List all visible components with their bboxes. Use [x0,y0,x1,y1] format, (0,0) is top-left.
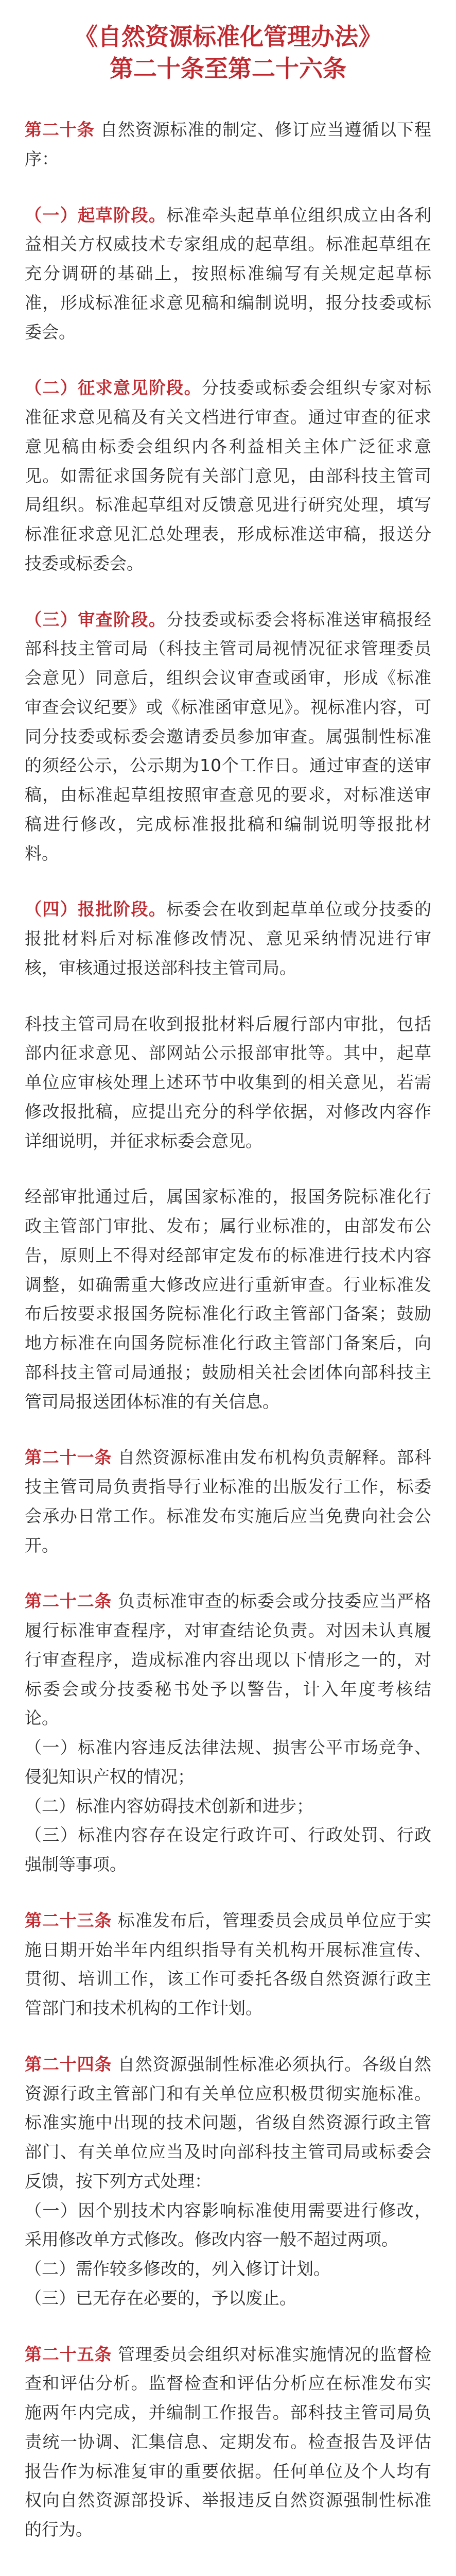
list-item: （一）标准内容违反法律法规、损害公平市场竞争、侵犯知识产权的情况； [25,1737,431,1787]
article-21-text: 自然资源标准由发布机构负责解释。部科技主管司局负责指导行业标准的出版发行工作，标委会承办日常工作。标准发布实施后应当免费向社会公开。 [25,1447,432,1555]
article-20-approval-paragraph: 科技主管司局在收到报批材料后履行部内审批，包括部内征求意见、部网站公示报部审批等。其中，起草单位应审核处理上述环节中收集到的相关意见，若需修改报批稿，应提出充分的科学依据，对修改内容作详细说明，并征求标委会意见。 [25,1013,431,1151]
list-item: （三）标准内容存在设定行政许可、行政处罚、行政强制等事项。 [25,1825,431,1875]
article-20-label: 第二十条 [25,120,95,140]
title-line-1: 《自然资源标准化管理办法》 [74,23,382,50]
article-content [25,115,431,2576]
stage-submission-lead: （四）报批阶段。 [25,899,167,920]
article-23 [25,1906,431,2023]
list-item: （三）已无存在必要的，予以废止。 [25,2287,296,2308]
article-22-text: 负责标准审查的标委会或分技委应当严格履行标准审查程序，对审查结论负责。对因未认真履行审查程序，造成标准内容出现以下情形之一的，对标委会或分技委秘书处予以警告，计入年度考核结论。 [25,1591,432,1728]
article-22-items [25,1733,431,1879]
article-25-text: 管理委员会组织对标准实施情况的监督检查和评估分析。监督检查和评估分析应在标准发布实施两年内完成，并编制工作报告。部科技主管司局负责统一协调、汇集信息、定期发布。检查报告及评估报告作为标准复审的重要依据。任何单位及个人均有权向自然资源部投诉、举报违反自然资源强制性标准的行为。 [25,2344,432,2540]
stage-comment [25,374,431,578]
list-item: （一）因个别技术内容影响标准使用需要进行修改，采用修改单方式修改。修改内容一般不超过两项。 [25,2200,431,2250]
article-25-label: 第二十五条 [25,2344,112,2364]
article-24-items [25,2196,431,2313]
stage-submission-text: 标委会在收到起草单位或分技委的报批材料后对标准修改情况、意见采纳情况进行审核，审核通过报送部科技主管司局。 [25,899,432,978]
stage-comment-lead: （二）征求意见阶段。 [25,378,202,398]
article-24-text: 自然资源强制性标准必须执行。各级自然资源行政主管部门和有关单位应积极贯彻实施标准。标准实施中出现的技术问题，省级自然资源行政主管部门、有关单位应当及时向部科技主管司局或标委会反馈，按下列方式处理： [25,2054,432,2191]
article-22-label: 第二十二条 [25,1591,112,1612]
article-22 [25,1587,431,1733]
article-20-intro [25,115,431,174]
article-24-label: 第二十四条 [25,2054,112,2074]
list-item: （二）需作较多修改的，列入修订计划。 [25,2259,330,2279]
article-21 [25,1443,431,1560]
stage-drafting-lead: （一）起草阶段。 [25,205,167,225]
list-item: （二）标准内容妨碍技术创新和进步； [25,1795,313,1816]
article-26 [25,2571,431,2576]
article-21-label: 第二十一条 [25,1447,112,1468]
stage-review-text: 分技委或标委会将标准送审稿报经部科技主管司局（科技主管司局视情况征求管理委员会意见）同意后，组织会议审查或函审，形成《标准审查会议纪要》或《标准函审意见》。视标准内容，可同分技委或标委会邀请委员参加审查。属强制性标准的须经公示，公示期为10个工作日。通过审查的送审稿，由标准起草组按照审查意见的要求，对标准送审稿进行修改，完成标准报批稿和编制说明等报批材料。 [25,609,432,863]
stage-drafting [25,201,431,347]
stage-drafting-text: 标准牵头起草单位组织成立由各利益相关方权威技术专家组成的起草组。标准起草组在充分调研的基础上，按照标准编写有关规定起草标准，形成标准征求意见稿和编制说明，报分技委或标委会。 [25,205,432,342]
stage-submission [25,895,431,982]
article-20-publication-paragraph: 经部审批通过后，属国家标准的，报国务院标准化行政主管部门审批、发布；属行业标准的，由部发布公告，原则上不得对经部审定发布的标准进行技术内容调整，如确需重大修改应进行重新审查。行业标准发布后按要求报国务院标准化行政主管部门备案；鼓励地方标准在向国务院标准化行政主管部门备案后，向部科技主管司局通报；鼓励相关社会团体向部科技主管司局报送团体标准的有关信息。 [25,1187,431,1412]
stage-review [25,605,431,869]
page-title [25,0,431,84]
article-23-label: 第二十三条 [25,1910,112,1930]
stage-comment-text: 分技委或标委会组织专家对标准征求意见稿及有关文档进行审查。通过审查的征求意见稿由标委会组织内各利益相关主体广泛征求意见。如需征求国务院有关部门意见，由部科技主管司局组织。标准起草组对反馈意见进行研究处理，填写标准征求意见汇总处理表，形成标准送审稿，报送分技委或标委会。 [25,378,432,573]
article-20-intro-text: 自然资源标准的制定、修订应当遵循以下程序： [25,120,432,169]
stage-review-lead: （三）审查阶段。 [25,609,167,630]
article-23-text: 标准发布后，管理委员会成员单位应于实施日期开始半年内组织指导有关机构开展标准宣传、贯彻、培训工作，该工作可委托各级自然资源行政主管部门和技术机构的工作计划。 [25,1910,432,2019]
title-line-2: 第二十条至第二十六条 [110,55,346,83]
article-25 [25,2340,431,2545]
article-24 [25,2050,431,2196]
